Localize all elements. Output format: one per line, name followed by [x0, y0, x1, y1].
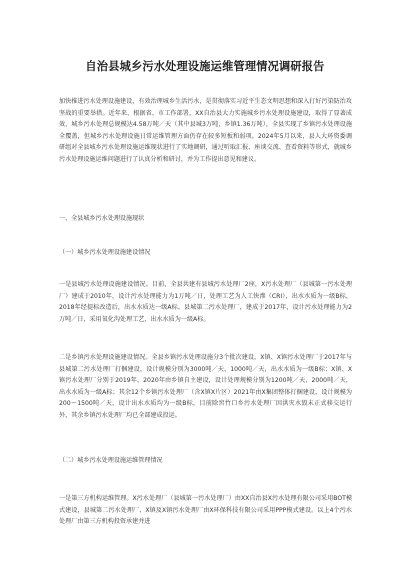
county-plants-paragraph: 一是县城污水处理设施建设情况。目前，全县共建有县城污水处理厂2座，X污水处理厂（县城第一污水处理厂）建成于2010年，设计污水处理能力为1万吨／日，处理工艺为人工快滲（CRI），出水水质为一级B标，2018年经提标改造后，出水水质达一级A标。县城第二污水处理厂，建成于2017年，设计污水处理能力为2万吨／日，采用氧化沟处理工艺，出水水质为一级A标。 [59, 281, 352, 323]
town-plants-block [59, 352, 352, 422]
operation-block [59, 493, 352, 528]
subsection-heading-2-block [59, 455, 352, 467]
subsection-heading: （一）城乡污水处理设施建设情况 [59, 249, 151, 256]
section-heading-block [59, 213, 352, 225]
town-plants-paragraph: 二是乡镇污水处理设施建设情况。全县乡镇污水处理设施分3个批次建设，X镇、X镇污水处理厂于2017年与县城第二污水处理厂打捆建设，设计规模分别为3000吨／天、1000吨／天，出水水质为一级B标；X镇、X镇污水处理厂分别于2019年、2020年由乡镇自主建设，设计处理规模分别为1200吨／天、2000吨／天，出水水质为一级A标；其余12个乡镇污水处理厂（含X镇X片区）2021年由X集团整体打捆建设，设计规模为200～1500吨／天，设计出水水质均为一级B标，目前除窖竹口乡污水处理厂因洪灾水毁未正式移交运行外，其余乡镇污水处理厂均已全部建成投运。 [59, 354, 352, 419]
subsection-heading-block [59, 247, 352, 259]
county-plants-block [59, 279, 352, 325]
subsection-heading-2: （二）城乡污水处理设施运维管理情况 [59, 457, 163, 464]
intro-paragraph: 加快推进污水处理设施建设，有效治理城乡生活污水，是贯彻落实习近平生态文明思想和深入打好污染防治攻坚战的重要举措。近年来，根据省、市工作部署，XX自治县大力实施城乡污水处理设施建设，取得了显著成效，城乡污水处理总规模达4.58万吨／天（其中县城3万吨，乡镇1.36万吨），全县实现了乡镇污水处理设施全覆盖，但城乡污水处理设施日常运维管理方面仍存在较多短板和弱项。2024年5月以来，县人大环资委调研组对全县城乡污水处理设施运维现状进行了实地调研，通过听取汇报、座谈交流、查看资料等形式，就城乡污水处理设施运维问题进行了认真分析和研讨，并为工作提出意见和建议。 [59, 98, 352, 163]
section-heading: 一、全县城乡污水处理设施现状 [59, 215, 145, 222]
intro-block [59, 96, 352, 166]
operation-paragraph: 一是第三方机构运维管理。X污水处理厂（县城第一污水处理厂）由XX自治县X污水处理有限公司采用BOT模式建设，县城第二污水处理厂、X镇及X镇污水处理厂由X环保科技有限公司采用PPP模式建设。以上4个污水处理厂由第三方机构投资承建并进 [59, 495, 352, 526]
document-title: 自治县城乡污水处理设施运维管理情况调研报告 [85, 60, 325, 73]
